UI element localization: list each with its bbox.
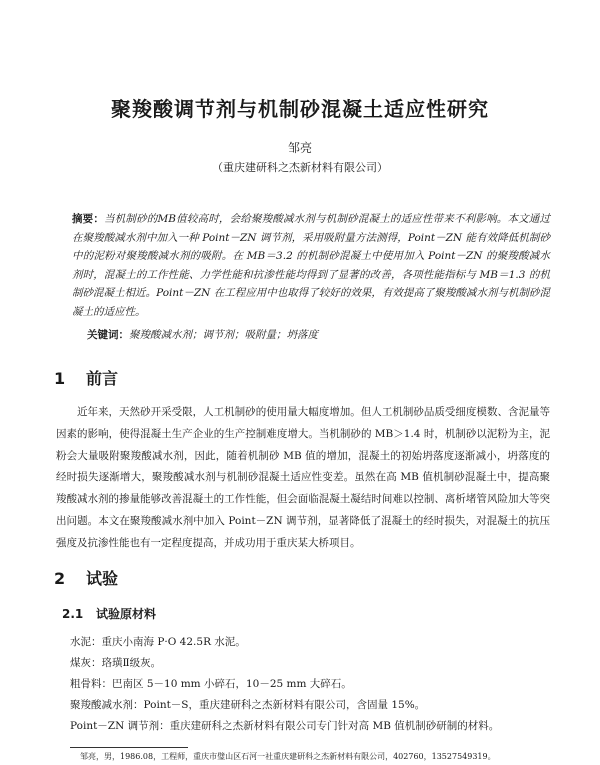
list-item: 煤灰：珞璜Ⅱ级灰。 <box>70 657 162 669</box>
section-number: 2 <box>54 569 66 588</box>
abstract-text: 当机制砂的MB值较高时，会给聚羧酸减水剂与机制砂混凝土的适应性带来不利影响。本文通过在聚羧酸减水剂中加入一种 Point－ZN 调节剂，采用吸附量方法测得，Point－ZN 能有效降低机制砂中的泥粉对聚羧酸减水剂的吸附。在 MB＝3.2 的机制砂混凝土中使用加入 Point－ZN 的聚羧酸减水剂时，混凝土的工作性能、力学性能和抗渗性能均得到了显著的改善，各项性能指标与 MB＝1.3 的机制砂混凝土相近。Point－ZN 在工程应用中也取得了较好的效果，有效提高了聚羧酸减水剂与机制砂混凝土的适应性。 <box>72 213 550 318</box>
subsection-heading-materials <box>62 605 156 622</box>
list-item: 粗骨料：巴南区 5－10 mm 小碎石，10－25 mm 大碎石。 <box>70 678 352 690</box>
list-item: 聚羧酸减水剂：Point－S，重庆建研科之杰新材料有限公司，含固量 15%。 <box>70 699 426 711</box>
keywords <box>87 327 550 343</box>
paper-title: 聚羧酸调节剂与机制砂混凝土适应性研究 <box>111 97 489 121</box>
abstract-label: 摘要： <box>72 213 105 225</box>
subsection-title: 试验原材料 <box>96 607 157 621</box>
footnote-divider <box>70 747 188 748</box>
author-footnote: 邹亮，男，1986.08，工程师，重庆市璧山区石河一社重庆建研科之杰新材料有限公司，402760，13527549319。 <box>80 752 496 761</box>
section-title: 前言 <box>86 369 119 388</box>
abstract <box>72 210 550 322</box>
introduction-paragraph: 近年来，天然砂开采受限，人工机制砂的使用量大幅度增加。但人工机制砂品质受细度模数、含泥量等因素的影响，使得混凝土生产企业的生产控制难度增大。当机制砂的 MB＞1.4 时，机制砂以泥粉为主，泥粉会大量吸附聚羧酸减水剂，因此，随着机制砂 MB 值的增加，混凝土的初始坍落度逐渐减小，坍落度的经时损失逐渐增大，聚羧酸减水剂与机制砂混凝土适应性变差。虽然在高 MB 值机制砂混凝土中，提高聚羧酸减水剂的掺量能够改善混凝土的工作性能，但会面临混凝土凝结时间难以控制、离析堵管风险加大等突出问题。本文在聚羧酸减水剂中加入 Point－ZN 调节剂，显著降低了混凝土的经时损失，对混凝土的抗压强度及抗渗性能也有一定程度提高，并成功用于重庆某大桥项目。 <box>56 406 550 549</box>
section-heading-experiment <box>54 566 118 589</box>
author-name: 邹亮 <box>287 141 312 155</box>
author-affiliation: （重庆建研科之杰新材料有限公司） <box>212 161 388 174</box>
list-item: 水泥：重庆小南海 P·O 42.5R 水泥。 <box>70 636 246 648</box>
materials-list <box>70 632 550 737</box>
section-number: 1 <box>54 369 66 388</box>
keywords-text: 聚羧酸减水剂；调节剂；吸附量；坍落度 <box>129 329 318 341</box>
list-item: Point－ZN 调节剂：重庆建研科之杰新材料有限公司专门针对高 MB 值机制砂研制的材料。 <box>70 720 500 732</box>
keywords-label: 关键词： <box>87 329 129 341</box>
section-title: 试验 <box>86 569 119 588</box>
section-heading-introduction <box>54 366 118 389</box>
subsection-number: 2.1 <box>62 607 84 621</box>
